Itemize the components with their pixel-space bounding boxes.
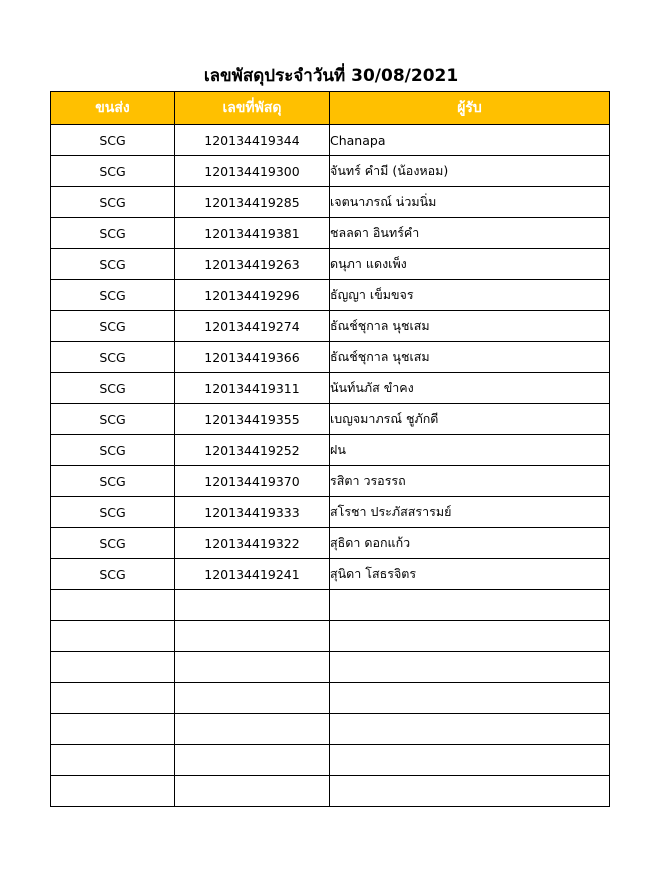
carrier-cell: SCG <box>51 404 175 435</box>
empty-cell <box>330 621 610 652</box>
empty-cell <box>51 745 175 776</box>
recipient-cell: ดนุภา แดงเพ็ง <box>330 249 610 280</box>
empty-cell <box>330 683 610 714</box>
header-recipient: ผู้รับ <box>330 92 610 125</box>
table-row <box>51 311 610 342</box>
empty-table-row <box>51 776 610 807</box>
carrier-cell: SCG <box>51 559 175 590</box>
empty-cell <box>51 652 175 683</box>
carrier-cell: SCG <box>51 218 175 249</box>
empty-cell <box>175 621 330 652</box>
carrier-cell: SCG <box>51 373 175 404</box>
carrier-cell: SCG <box>51 435 175 466</box>
table-row <box>51 404 610 435</box>
table-row <box>51 373 610 404</box>
empty-cell <box>330 745 610 776</box>
recipient-cell: Chanapa <box>330 125 610 156</box>
recipient-cell: ธัณช์ชุกาล นุชเสม <box>330 311 610 342</box>
empty-table-row <box>51 745 610 776</box>
table-row <box>51 125 610 156</box>
header-row <box>51 92 610 125</box>
tracking-cell: 120134419344 <box>175 125 330 156</box>
carrier-cell: SCG <box>51 280 175 311</box>
header-tracking: เลขที่พัสดุ <box>175 92 330 125</box>
empty-table-row <box>51 714 610 745</box>
tracking-cell: 120134419274 <box>175 311 330 342</box>
tracking-cell: 120134419263 <box>175 249 330 280</box>
empty-cell <box>175 714 330 745</box>
recipient-cell: นันท์นภัส ขำคง <box>330 373 610 404</box>
tracking-cell: 120134419322 <box>175 528 330 559</box>
recipient-cell: จันทร์ คำมี (น้องหอม) <box>330 156 610 187</box>
carrier-cell: SCG <box>51 156 175 187</box>
carrier-cell: SCG <box>51 311 175 342</box>
recipient-cell: รสิตา วรอรรถ <box>330 466 610 497</box>
tracking-cell: 120134419300 <box>175 156 330 187</box>
recipient-cell: เจตนาภรณ์ น่วมนิ่ม <box>330 187 610 218</box>
table-row <box>51 466 610 497</box>
recipient-cell: ธัญญา เข็มขจร <box>330 280 610 311</box>
empty-cell <box>51 714 175 745</box>
tracking-cell: 120134419370 <box>175 466 330 497</box>
empty-table-row <box>51 621 610 652</box>
recipient-cell: เบญจมาภรณ์ ชูภักดี <box>330 404 610 435</box>
empty-cell <box>330 652 610 683</box>
tracking-cell: 120134419333 <box>175 497 330 528</box>
page-title: เลขพัสดุประจำวันที่ 30/08/2021 <box>203 66 459 86</box>
tracking-cell: 120134419285 <box>175 187 330 218</box>
table-row <box>51 528 610 559</box>
empty-cell <box>51 683 175 714</box>
empty-cell <box>330 776 610 807</box>
carrier-cell: SCG <box>51 187 175 218</box>
carrier-cell: SCG <box>51 125 175 156</box>
recipient-cell: สุนิดา โสธรจิตร <box>330 559 610 590</box>
table-row <box>51 187 610 218</box>
tracking-cell: 120134419355 <box>175 404 330 435</box>
empty-cell <box>175 683 330 714</box>
table-row <box>51 435 610 466</box>
empty-cell <box>51 621 175 652</box>
tracking-cell: 120134419252 <box>175 435 330 466</box>
table-row <box>51 156 610 187</box>
recipient-cell: ธัณช์ชุกาล นุชเสม <box>330 342 610 373</box>
tracking-cell: 120134419311 <box>175 373 330 404</box>
recipient-cell: ฝน <box>330 435 610 466</box>
table-row <box>51 249 610 280</box>
table-row <box>51 559 610 590</box>
empty-cell <box>175 776 330 807</box>
empty-cell <box>175 745 330 776</box>
parcel-table <box>50 91 610 807</box>
carrier-cell: SCG <box>51 528 175 559</box>
table-row <box>51 342 610 373</box>
carrier-cell: SCG <box>51 249 175 280</box>
table-row <box>51 218 610 249</box>
empty-cell <box>330 714 610 745</box>
header-carrier: ขนส่ง <box>51 92 175 125</box>
tracking-cell: 120134419296 <box>175 280 330 311</box>
table-row <box>51 497 610 528</box>
carrier-cell: SCG <box>51 497 175 528</box>
empty-table-row <box>51 683 610 714</box>
empty-cell <box>51 776 175 807</box>
empty-cell <box>51 590 175 621</box>
empty-cell <box>175 590 330 621</box>
tracking-cell: 120134419366 <box>175 342 330 373</box>
tracking-cell: 120134419241 <box>175 559 330 590</box>
table-body <box>51 125 610 807</box>
recipient-cell: สโรชา ประภัสสรารมย์ <box>330 497 610 528</box>
recipient-cell: สุธิดา ดอกแก้ว <box>330 528 610 559</box>
tracking-cell: 120134419381 <box>175 218 330 249</box>
carrier-cell: SCG <box>51 342 175 373</box>
recipient-cell: ชลลดา อินทร์คำ <box>330 218 610 249</box>
empty-cell <box>330 590 610 621</box>
carrier-cell: SCG <box>51 466 175 497</box>
table-row <box>51 280 610 311</box>
empty-cell <box>175 652 330 683</box>
empty-table-row <box>51 652 610 683</box>
empty-table-row <box>51 590 610 621</box>
